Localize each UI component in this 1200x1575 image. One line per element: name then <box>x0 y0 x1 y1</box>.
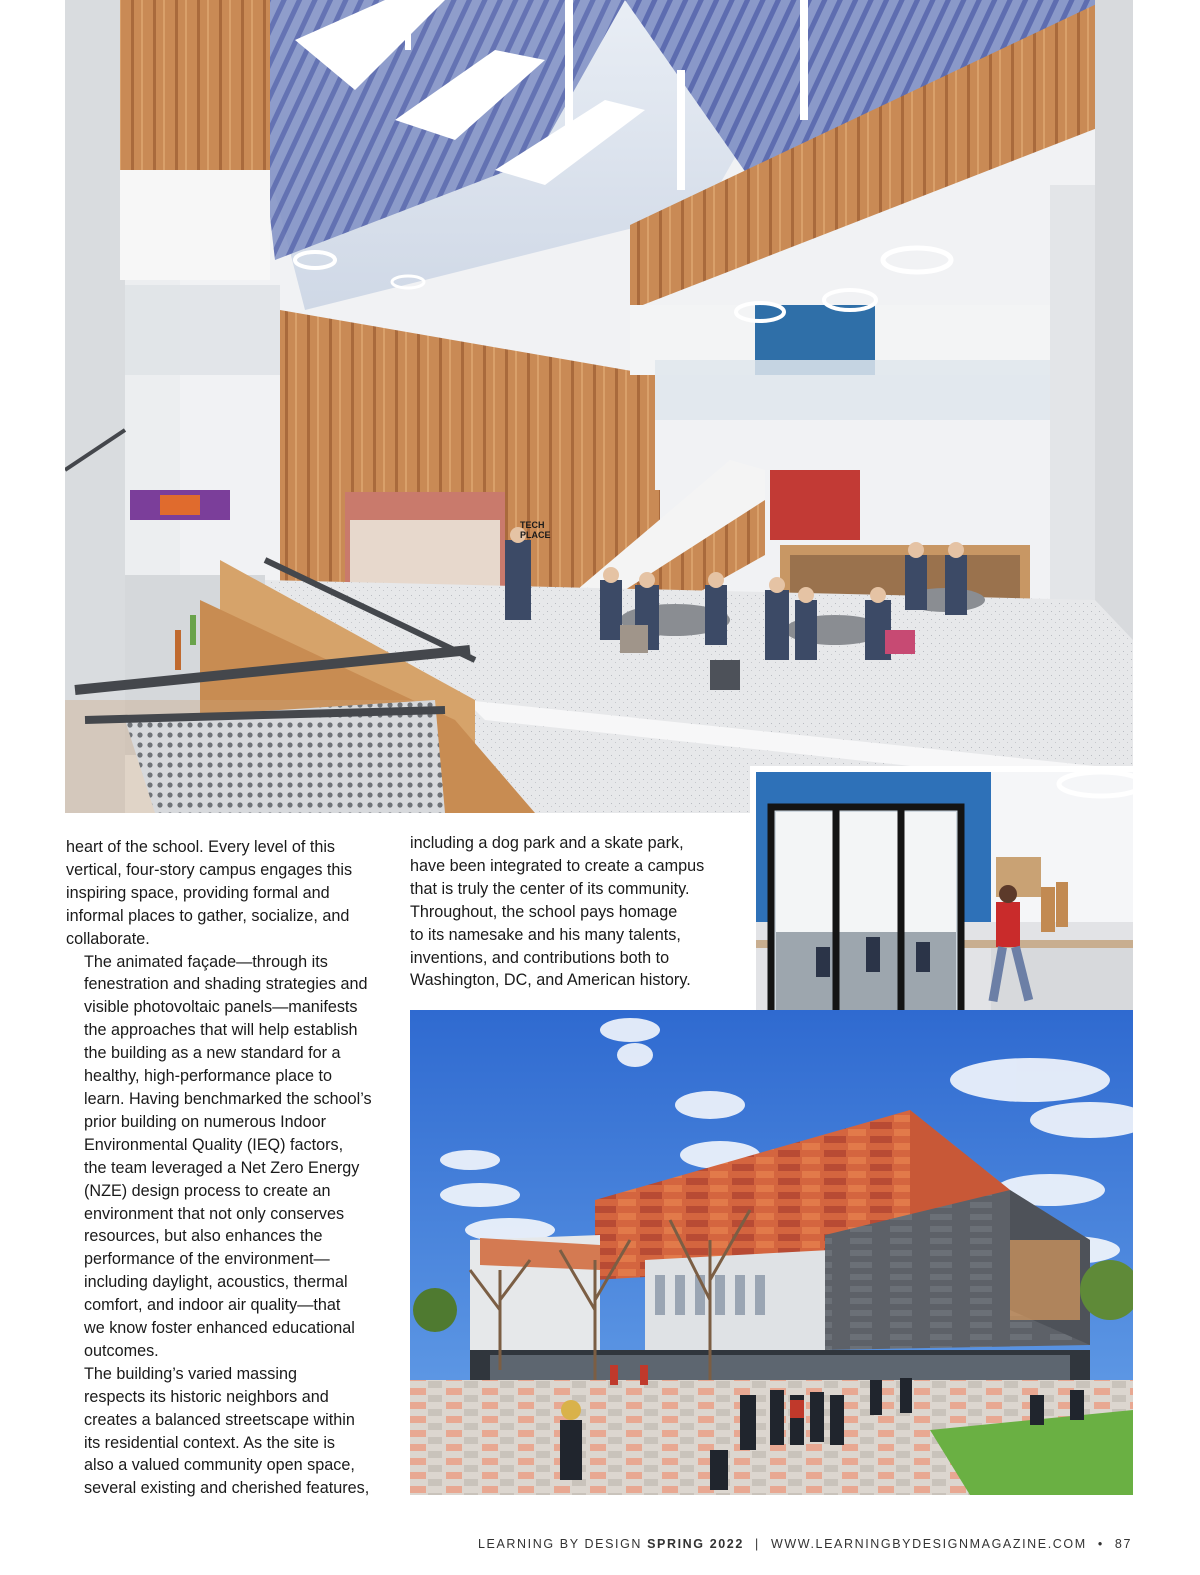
text-line: learn. Having benchmarked the school’s <box>84 1089 372 1108</box>
paragraph <box>66 951 386 1363</box>
body-text-column-left <box>66 836 386 1500</box>
text-line: performance of the environment— <box>84 1250 330 1269</box>
text-line: including a dog park and a skate park, <box>410 834 684 852</box>
text-line: the building as a new standard for a <box>84 1044 341 1063</box>
text-line: prior building on numerous Indoor <box>84 1112 327 1131</box>
magazine-name: LEARNING BY DESIGN <box>478 1537 643 1551</box>
atrium-photo <box>65 0 1133 813</box>
text-line: inspiring space, providing formal and <box>66 883 330 902</box>
text-line: visible photovoltaic panels—manifests <box>84 998 358 1017</box>
text-line: Environmental Quality (IEQ) factors, <box>84 1135 344 1154</box>
text-line: creates a balanced streetscape within <box>84 1410 355 1429</box>
paragraph <box>66 836 386 951</box>
text-line: its residential context. As the site is <box>84 1433 336 1452</box>
text-line: Washington, DC, and American history. <box>410 971 691 990</box>
corridor-photo <box>756 772 1133 1043</box>
text-line: fenestration and shading strategies and <box>84 975 368 994</box>
text-line: outcomes. <box>84 1341 159 1360</box>
text-line: environment that not only conserves <box>84 1204 345 1223</box>
text-line: inventions, and contributions both to <box>410 948 670 967</box>
page-number: 87 <box>1114 1537 1132 1551</box>
text-line: including daylight, acoustics, thermal <box>84 1273 348 1292</box>
text-line: we know foster enhanced educational <box>84 1319 355 1338</box>
body-text-column-middle <box>410 832 740 992</box>
text-line: collaborate. <box>66 929 150 948</box>
text-line: heart of the school. Every level of this <box>66 838 336 856</box>
text-line: several existing and cherished features, <box>84 1479 370 1498</box>
text-line: resources, but also enhances the <box>84 1227 323 1246</box>
text-line: (NZE) design process to create an <box>84 1181 331 1200</box>
text-line: informal places to gather, socialize, and <box>66 906 350 925</box>
issue-label: SPRING 2022 <box>647 1537 744 1551</box>
website-link[interactable]: WWW.LEARNINGBYDESIGNMAGAZINE.COM <box>770 1537 1087 1551</box>
atrium-sign-text: TECH PLACE <box>520 520 551 540</box>
text-line: Throughout, the school pays homage <box>410 902 678 921</box>
text-line: comfort, and indoor air quality—that <box>84 1296 341 1315</box>
footer-bullet: • <box>1097 1537 1104 1551</box>
text-line: vertical, four-story campus engages this <box>66 860 353 879</box>
text-line: that is truly the center of its community. <box>410 879 690 898</box>
text-line: to its namesake and his many talents, <box>410 925 681 944</box>
footer-divider: | <box>755 1537 760 1551</box>
text-line: The animated façade—through its <box>84 952 328 971</box>
text-line: the team leveraged a Net Zero Energy <box>84 1158 360 1177</box>
paragraph <box>410 832 740 992</box>
text-line: The building’s varied massing <box>84 1364 297 1383</box>
paragraph <box>66 1363 386 1500</box>
exterior-photo <box>410 1010 1133 1495</box>
text-line: the approaches that will help establish <box>84 1021 358 1040</box>
text-line: healthy, high-performance place to <box>84 1067 333 1086</box>
text-line: have been integrated to create a campus <box>410 856 705 875</box>
text-line: also a valued community open space, <box>84 1456 355 1475</box>
page-footer <box>478 1537 1132 1551</box>
text-line: respects its historic neighbors and <box>84 1387 329 1406</box>
